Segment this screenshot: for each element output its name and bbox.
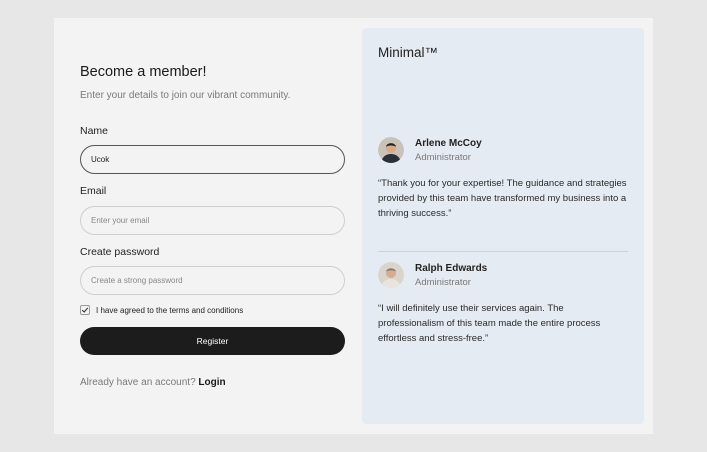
form-title: Become a member!: [80, 64, 207, 80]
login-link[interactable]: Login: [198, 377, 226, 388]
author-name: Ralph Edwards: [415, 262, 488, 274]
terms-label: I have agreed to the terms and conditions: [96, 305, 244, 315]
divider: [378, 251, 628, 252]
author-role: Administrator: [415, 276, 471, 288]
register-button[interactable]: Register: [80, 327, 345, 355]
email-input-placeholder: Enter your email: [91, 216, 150, 225]
login-prompt: Already have an account?: [80, 377, 196, 388]
avatar: [378, 262, 404, 288]
testimonial-quote: “Thank you for your expertise! The guidance and strategies provided by this team have transformed my business into a thriving success.”: [378, 178, 627, 219]
avatar: [378, 137, 404, 163]
testimonial-card: [378, 262, 630, 346]
testimonial-author: [378, 262, 630, 288]
email-input[interactable]: [80, 206, 345, 235]
password-input[interactable]: [80, 266, 345, 295]
testimonial-panel: [362, 28, 644, 424]
login-row: [80, 377, 226, 388]
checkmark-icon: [81, 306, 89, 314]
name-input-value: Ucok: [91, 155, 110, 164]
password-input-placeholder: Create a strong password: [91, 276, 183, 285]
signup-form: [80, 18, 346, 434]
testimonial-author: [378, 137, 630, 163]
terms-row: [80, 305, 243, 315]
signup-card: [54, 18, 653, 434]
form-subtitle: Enter your details to join our vibrant community.: [80, 90, 291, 101]
testimonial-card: [378, 137, 630, 221]
terms-checkbox[interactable]: [80, 305, 90, 315]
name-input[interactable]: [80, 145, 345, 174]
author-name: Arlene McCoy: [415, 137, 482, 149]
author-role: Administrator: [415, 151, 471, 163]
password-label: Create password: [80, 246, 160, 258]
email-label: Email: [80, 185, 107, 197]
testimonial-quote: “I will definitely use their services again. The professionalism of this team made the entire process effortless and stress-free.”: [378, 303, 601, 344]
brand-logo: Minimal™: [378, 45, 439, 60]
name-label: Name: [80, 125, 109, 137]
